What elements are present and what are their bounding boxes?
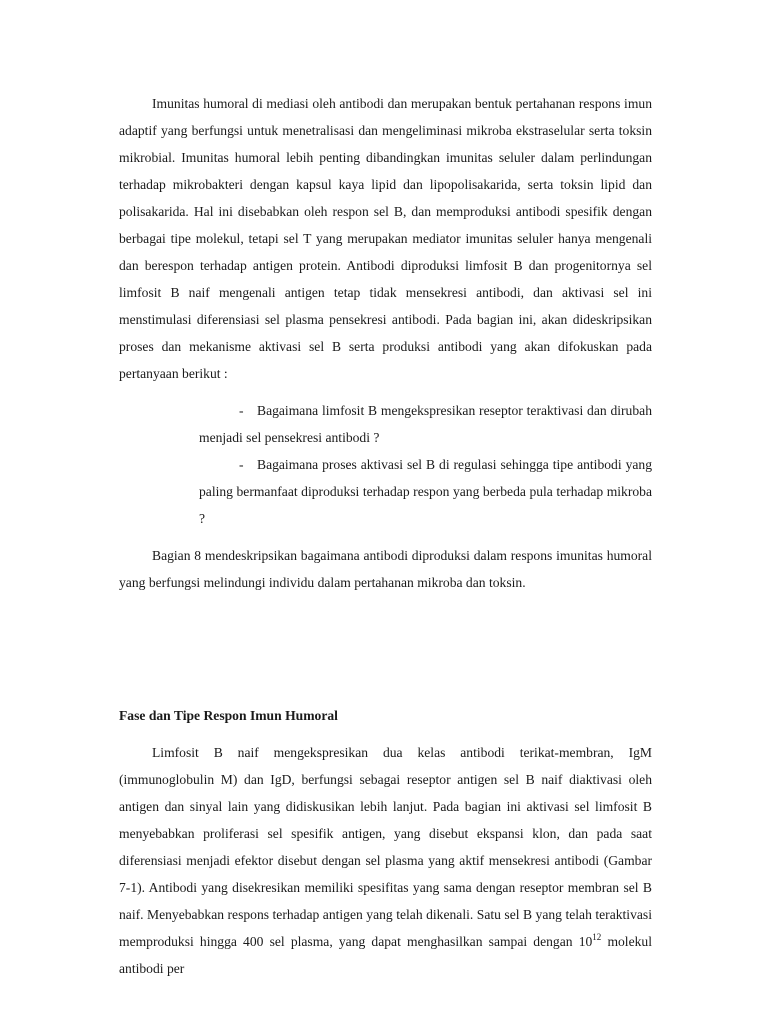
list-dash: - [239, 403, 244, 418]
section-heading: Fase dan Tipe Respon Imun Humoral [119, 708, 338, 723]
document-page [119, 90, 652, 976]
intro-paragraph: Imunitas humoral di mediasi oleh antibodi dan merupakan bentuk pertahanan respons imun adaptif yang berfungsi untuk menetralisasi dan mengeliminasi mikroba ekstraselular serta toksin mikrobial. Imunitas humoral lebih penting dibandingkan imunitas seluler dalam perlindungan terhadap mikrobakteri dengan kapsul kaya lipid dan lipopolisakarida, serta toksin lipid dan polisakarida. Hal ini disebabkan oleh respon sel B, dan memproduksi antibodi spesifik dengan berbagai tipe molekul, tetapi sel T yang merupakan mediator imunitas seluler hanya mengenali dan berespon terhadap antigen protein. Antibodi diproduksi limfosit B dan progenitornya sel limfosit B naif mengenali antigen tetap tidak mensekresi antibodi, dan aktivasi sel ini menstimulasi diferensiasi sel plasma pensekresi antibodi. Pada bagian ini, akan dideskripsikan proses dan mekanisme aktivasi sel B serta produksi antibodi yang akan difokuskan pada pertanyaan berikut : [119, 96, 652, 381]
exponent: 12 [592, 932, 602, 942]
section-paragraph-tail: molekul antibodi per [119, 934, 652, 976]
question-list [199, 397, 652, 532]
question-item [199, 397, 652, 451]
section-paragraph-main: Limfosit B naif mengekspresikan dua kelas antibodi terikat-membran, IgM (immunoglobulin M) dan IgD, berfungsi sebagai reseptor antigen sel B naif diaktivasi oleh antigen dan sinyal lain yang didiskusikan lebih lanjut. Pada bagian ini aktivasi sel limfosit B menyebabkan proliferasi sel spesifik antigen, yang disebut ekspansi klon, dan pada saat diferensiasi menjadi efektor disebut dengan sel plasma yang aktif mensekresi antibodi (Gambar 7-1). Antibodi yang disekresikan memiliki spesifitas yang sama dengan reseptor membran sel B naif. Menyebabkan respons terhadap antigen yang telah dikenali. Satu sel B yang telah teraktivasi memproduksi hingga 400 sel plasma, yang dapat menghasilkan sampai dengan 10 [119, 745, 652, 949]
list-dash: - [239, 457, 244, 472]
section-paragraph [119, 739, 652, 982]
question-item [199, 451, 652, 532]
question-text: Bagaimana limfosit B mengekspresikan reseptor teraktivasi dan dirubah menjadi sel pensekresi antibodi ? [199, 403, 652, 445]
closing-paragraph: Bagian 8 mendeskripsikan bagaimana antibodi diproduksi dalam respons imunitas humoral yang berfungsi melindungi individu dalam pertahanan mikroba dan toksin. [119, 548, 652, 590]
question-text: Bagaimana proses aktivasi sel B di regulasi sehingga tipe antibodi yang paling bermanfaat diproduksi terhadap respon yang berbeda pula terhadap mikroba ? [199, 457, 652, 526]
